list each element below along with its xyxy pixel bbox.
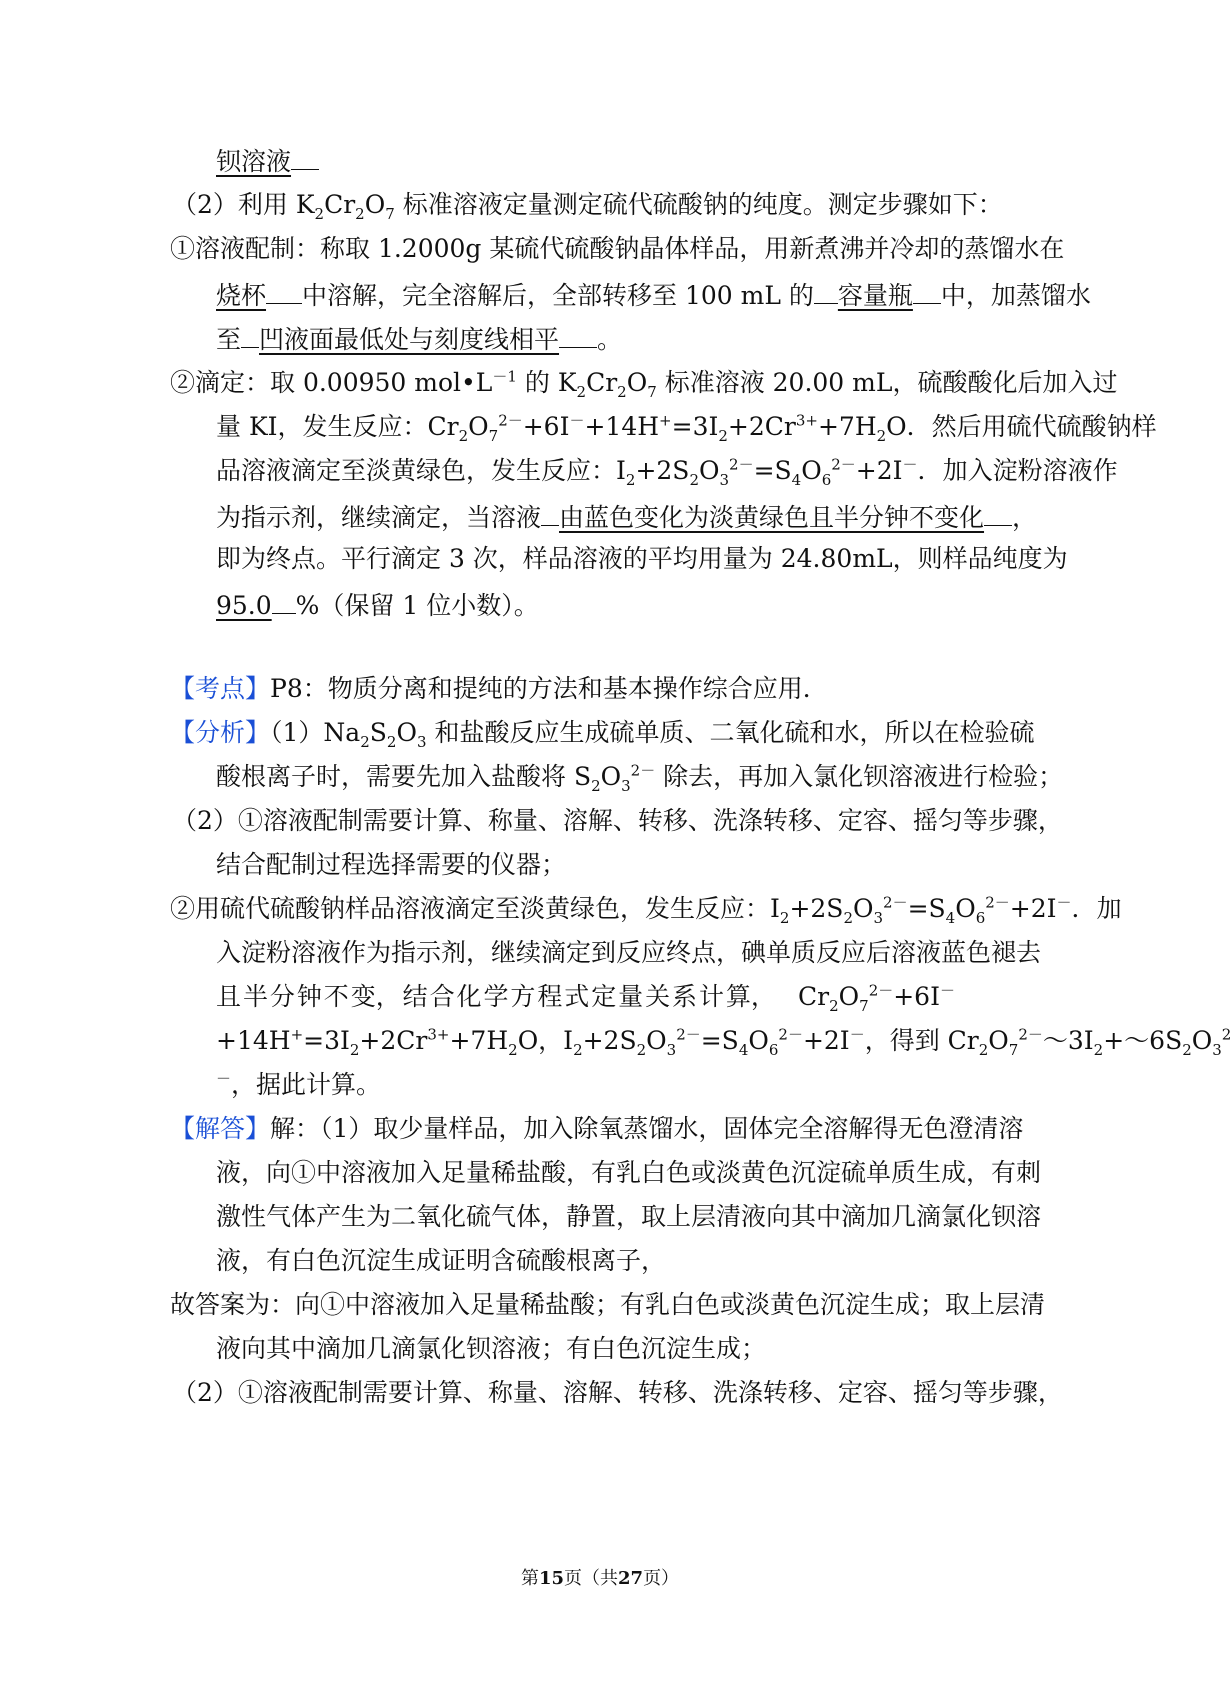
spread-word: 算， [725, 982, 776, 1011]
step-2-line-d: 为指示剂，继续滴定，当溶液 由蓝色变化为淡黄绿色且半分钟不变化 ， [216, 498, 1037, 535]
spread-word: 且 [216, 982, 242, 1011]
spread-word: 结 [402, 982, 428, 1011]
jieda-line-3: 激性气体产生为二氧化硫气体，静置，取上层清液向其中滴加几滴氯化钡溶 [216, 1202, 1042, 1231]
fenxi-line-1: 【分析】$(1)Na_2S_2O_3$ 和盐酸反应生成硫单质、二氧化硫和水，所以在检验硫 [170, 718, 1035, 751]
jieda-line-2: 液，向①中溶液加入足量稀盐酸，有乳白色或淡黄色沉淀硫单质生成，有刺 [216, 1158, 1042, 1187]
spread-word: 半 [242, 982, 268, 1011]
step-2-line-b: 量 KI，发生反应：$Cr_2O_7^{2-}+6I^-+14H^+=3I_2+2Cr^{3+}+7H_2O$．然后用硫代硫酸钠样 [216, 411, 1157, 445]
spread-word: 合 [429, 982, 455, 1011]
fenxi-line-5: ②用硫代硫酸钠样品溶液滴定至淡黄绿色，发生反应：$I_2+2S_2O_3^{2-}=S_4O_6^{2-}+2I^-$．加 [170, 893, 1122, 927]
fenxi-line-4: 结合配制过程选择需要的仪器； [216, 850, 567, 879]
answer-meniscus: 凹液面最低处与刻度线相平 [259, 325, 560, 354]
jieda-line-5: 故答案为：向①中溶液加入足量稀盐酸；有乳白色或淡黄色沉淀生成；取上层清 [170, 1290, 1046, 1319]
answer-flask: 容量瓶 [837, 281, 913, 310]
question-2-intro: （2）利用 $K_2Cr_2O_7$ 标准溶液定量测定硫代硫酸钠的纯度。测定步骤如下： [172, 190, 1003, 223]
jieda-line-7: （2）①溶液配制需要计算、称量、溶解、转移、洗涤转移、定容、摇匀等步骤， [172, 1378, 1063, 1407]
spread-word: 钟 [296, 982, 322, 1011]
fenxi-line-6: 入淀粉溶液作为指示剂，继续滴定到反应终点，碘单质反应后溶液蓝色褪去 [216, 938, 1042, 967]
page-footer: 第15页（共27页） [520, 1568, 680, 1589]
spread-word: 分 [269, 982, 295, 1011]
fenxi-line-7: 且 半 分 钟 不 变， 结 合 化 学 方 程 式 定 量 关 系 计 算， $Cr_2O_7^{2-}+6I^-$ [216, 981, 955, 1015]
fenxi-line-3: （2）①溶液配制需要计算、称量、溶解、转移、洗涤转移、定容、摇匀等步骤， [172, 806, 1063, 835]
spread-word: 化 [456, 982, 482, 1011]
jieda-line-6: 液向其中滴加几滴氯化钡溶液；有白色沉淀生成； [216, 1334, 767, 1363]
spread-word: 学 [483, 982, 509, 1011]
answer-text: 钡溶液 [216, 147, 292, 176]
spread-text [216, 980, 776, 1014]
fenxi-line-2: 酸根离子时，需要先加入盐酸将 $S_2O_3^{2-}$ 除去，再加入氯化钡溶液进行检验； [216, 761, 1064, 795]
step-1-line-a: ①溶液配制：称取 1.2000g 某硫代硫酸钠晶体样品，用新煮沸并冷却的蒸馏水在 [170, 234, 1065, 263]
fenxi-line-8: $+14H^+=3I_2+2Cr^{3+}+7H_2O$，$I_2+2S_2O_3^{2-}=S_4O_6^{2-}+2I^-$，得到 $Cr_2O_7^{2-}\sim 3I_2+\sim 6S_2O_3^2$ [216, 1025, 1231, 1059]
step-2-line-e: 即为终点。平行滴定 3 次，样品溶液的平均用量为 24.80mL，则样品纯度为 [216, 544, 1068, 573]
spread-word: 方 [510, 982, 536, 1011]
spread-word: 量 [618, 982, 644, 1011]
jieda-line-4: 液，有白色沉淀生成证明含硫酸根离子， [216, 1246, 667, 1275]
fenxi-line-9: －，据此计算。 [216, 1069, 382, 1099]
spread-word: 变， [350, 982, 401, 1011]
spread-word: 定 [591, 982, 617, 1011]
spread-word: 式 [564, 982, 590, 1011]
kaodian-tag: 【考点】 [170, 674, 271, 703]
answer-beaker: 烧杯 [216, 281, 267, 310]
total-page-number: 27 [618, 1568, 644, 1589]
answer-endpoint: 由蓝色变化为淡黄绿色且半分钟不变化 [559, 503, 985, 532]
jieda-tag: 【解答】 [170, 1114, 271, 1143]
spread-word: 不 [323, 982, 349, 1011]
current-page-number: 15 [538, 1568, 564, 1589]
spread-word: 程 [537, 982, 563, 1011]
kaodian-line: 【考点】P8：物质分离和提纯的方法和基本操作综合应用． [170, 674, 828, 703]
step-2-line-a: ②滴定：取 0.00950 $mol•L^{-1}$ 的 $K_2Cr_2O_7$ 标准溶液 20.00 mL，硫酸酸化后加入过 [170, 367, 1118, 401]
jieda-line-1: 【解答】解：（1）取少量样品，加入除氧蒸馏水，固体完全溶解得无色澄清溶 [170, 1114, 1024, 1143]
spread-word: 关 [645, 982, 671, 1011]
answer-purity: 95.0 [216, 591, 272, 620]
spread-word: 系 [672, 982, 698, 1011]
step-1-line-c: 至 凹液面最低处与刻度线相平 。 [216, 320, 622, 357]
spread-word: 计 [698, 982, 724, 1011]
step-1-line-b: 烧杯 中溶解，完全溶解后，全部转移至 100 mL 的 容量瓶 中，加蒸馏水 [216, 276, 1091, 313]
fenxi-tag: 【分析】 [170, 718, 271, 747]
text-line [216, 142, 319, 179]
step-2-line-f: 95.0 %（保留 1 位小数）。 [216, 586, 539, 623]
step-2-line-c: 品溶液滴定至淡黄绿色，发生反应：$I_2+2S_2O_3^{2-}=S_4O_6^{2-}+2I^-$．加入淀粉溶液作 [216, 455, 1118, 489]
